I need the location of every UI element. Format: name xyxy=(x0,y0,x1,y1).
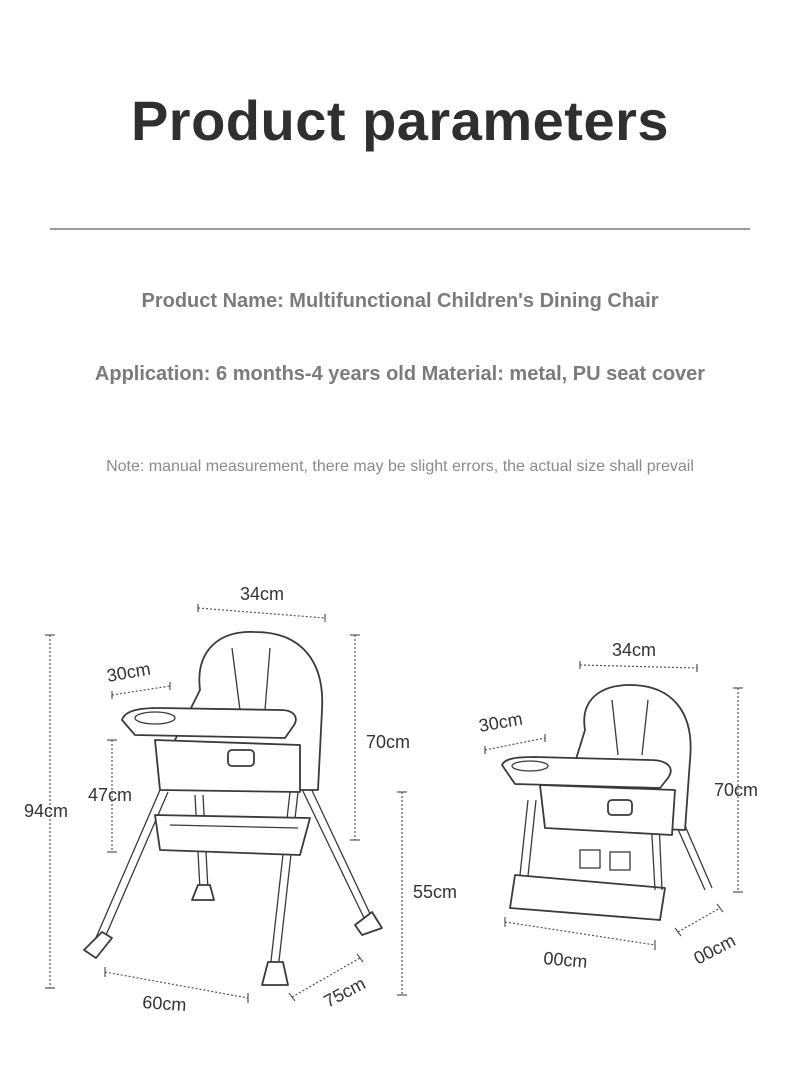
low-chair-drawing xyxy=(502,685,712,920)
lc-base-width-label: 00cm xyxy=(542,948,589,972)
hc-backrest-height-label: 70cm xyxy=(366,732,411,752)
lc-seat-width-label: 34cm xyxy=(612,640,657,660)
hc-seat-height-label: 55cm xyxy=(413,882,458,902)
hc-armrest-height-label: 47cm xyxy=(88,785,133,805)
application-material: Application: 6 months-4 years old Material: metal, PU seat cover xyxy=(94,363,706,385)
high-chair-drawing xyxy=(84,632,382,985)
lc-backrest-height-label: 70cm xyxy=(714,780,759,800)
lc-base-depth-label: 00cm xyxy=(690,930,739,969)
measurement-note: Note: manual measurement, there may be slight errors, the actual size shall prevail xyxy=(106,458,694,475)
hc-tray-depth-label: 30cm xyxy=(105,658,153,686)
divider xyxy=(50,228,750,230)
hc-base-width-label: 60cm xyxy=(141,992,188,1016)
page-title: Product parameters xyxy=(130,89,670,152)
product-name: Product Name: Multifunctional Children's Dining Chair xyxy=(141,290,659,312)
hc-seat-width-label: 34cm xyxy=(240,584,285,604)
lc-tray-depth-label: 30cm xyxy=(477,708,525,736)
hc-base-depth-label: 75cm xyxy=(320,973,369,1012)
dimension-diagram xyxy=(0,560,800,1080)
hc-total-height-label: 94cm xyxy=(24,801,69,821)
